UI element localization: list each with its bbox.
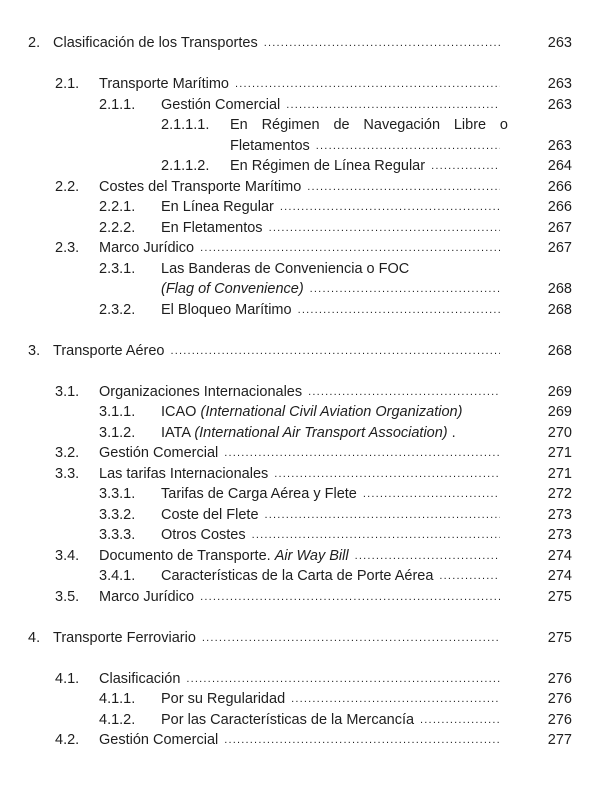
title-part: Gestión Comercial [161,96,281,113]
section-title [161,218,263,239]
section-title [99,546,349,567]
title-part: Gestión Comercial [99,445,219,461]
toc-entry [0,74,600,95]
entry-body [99,464,500,485]
section-spacer [0,607,600,628]
dot-leader [308,382,500,403]
section-title [161,484,357,505]
title-part: ICAO [161,404,201,420]
dot-leader [298,300,500,321]
entry-body [230,156,500,177]
toc-entry [0,259,600,280]
section-number: 2.1.1.1. [161,117,210,133]
section-number: 2.3.2. [99,301,136,318]
section-title [161,423,456,444]
section-title [53,628,196,649]
title-part: En Línea Regular [161,199,274,215]
title-part: Por su Regularidad [161,691,286,707]
dot-leader [224,443,500,464]
dot-leader [291,689,500,710]
section-title [99,177,301,198]
section-title [53,341,165,362]
page-number: 268 [547,301,572,318]
entry-body [161,689,500,710]
entry-body [161,710,500,731]
title-part: Transporte Aéreo [53,342,165,359]
title-part: Costes del Transporte Marítimo [99,178,302,195]
toc-entry [0,115,600,136]
dot-leader [316,136,500,157]
entry-body [99,238,500,259]
section-title [99,443,218,464]
dot-leader [286,95,500,116]
page-number: 263 [547,35,572,51]
page-number: 273 [547,527,572,543]
title-part: Coste del Flete [161,506,259,523]
section-number: 3.4. [55,547,80,564]
toc-entry [0,197,600,218]
entry-body [161,402,500,423]
toc-entry [0,238,600,259]
title-part: Transporte Ferroviario [53,629,196,646]
entry-body [99,177,500,198]
section-title [99,730,218,751]
entry-body [53,341,500,362]
section-title [230,115,508,136]
dot-leader [235,74,500,95]
page-number: 271 [547,445,572,461]
page-number: 263 [547,76,572,92]
section-number: 3.3.2. [99,506,136,523]
toc-entry [0,484,600,505]
page-number: 276 [547,711,572,728]
section-number: 2.1.1.2. [161,158,210,174]
toc-entry [0,156,600,177]
title-part: Las Banderas de Conveniencia o FOC [161,260,410,277]
toc-entry [0,177,600,198]
section-number: 2.3.1. [99,260,136,277]
entry-body [161,566,500,587]
entry-body [161,259,500,280]
entry-body [161,423,500,444]
toc-entry [0,710,600,731]
title-part: Marco Jurídico [99,588,195,605]
page-number: 269 [547,383,572,400]
section-title [161,95,280,116]
section-number: 3.3.3. [99,527,136,543]
entry-body [99,587,500,608]
dot-leader [355,546,500,567]
page-number: 274 [547,547,572,564]
title-part: Organizaciones Internacionales [99,383,303,400]
title-part: Transporte Marítimo [99,76,229,92]
section-spacer [0,361,600,382]
section-number: 3.1. [55,383,80,400]
page-number: 270 [547,424,572,441]
title-part: Fletamentos [230,137,310,154]
entry-body [161,300,500,321]
title-part: Clasificación [99,670,181,687]
entry-body [161,505,500,526]
section-title [161,300,292,321]
section-title [99,587,194,608]
section-title [161,259,409,280]
section-title [99,669,180,690]
toc-entry [0,382,600,403]
dot-leader [307,177,500,198]
toc-entry [0,300,600,321]
page-number: 276 [547,691,572,707]
dot-leader [200,587,500,608]
section-title [161,279,304,300]
section-number: 2. [28,35,41,51]
entry-body [53,628,500,649]
entry-body [161,484,500,505]
section-number: 2.2.2. [99,219,136,236]
dot-leader [420,710,500,731]
dot-leader [224,730,500,751]
section-title [161,710,414,731]
toc-entry-continuation [0,279,600,300]
page-number: 266 [547,199,572,215]
entry-body [161,218,500,239]
page-number: 275 [547,629,572,646]
title-part: IATA [161,424,195,441]
section-title [99,74,229,95]
section-number: 3.2. [55,445,80,461]
page-number: 273 [547,506,572,523]
section-title [161,689,285,710]
page-number: 274 [547,568,572,584]
entry-body [53,33,500,54]
dot-leader [280,197,500,218]
section-spacer [0,648,600,669]
entry-body [99,546,500,567]
dot-leader [252,525,500,546]
toc-entry [0,402,600,423]
page-number: 276 [547,670,572,687]
italic-title-part: (International Air Transport Association) [194,424,448,441]
page-number: 275 [547,588,572,605]
section-number: 3. [28,342,41,359]
page-number: 263 [547,137,572,154]
section-number: 4.1.1. [99,691,136,707]
section-title [161,402,462,423]
toc-entry [0,587,600,608]
entry-body [99,443,500,464]
page-number: 267 [547,240,572,256]
dot-leader [439,566,500,587]
dot-leader [431,156,500,177]
section-title [161,566,433,587]
toc-entry [0,341,600,362]
title-part: . [447,424,456,441]
toc-entry [0,464,600,485]
section-number: 4.1. [55,670,80,687]
entry-body [230,136,500,157]
dot-leader [171,341,501,362]
toc-entry [0,566,600,587]
title-part: El Bloqueo Marítimo [161,301,292,318]
section-number: 3.1.1. [99,404,136,420]
toc-entry [0,669,600,690]
entry-body [161,197,500,218]
section-number: 3.5. [55,588,80,605]
dot-leader [265,505,500,526]
page-number: 267 [547,219,572,236]
title-part: Características de la Carta de Porte Aérea [161,568,434,584]
toc-entry [0,95,600,116]
section-title [161,197,274,218]
toc-entry [0,443,600,464]
section-number: 3.3. [55,465,80,482]
page-number: 268 [547,281,572,297]
title-part: En Fletamentos [161,219,263,236]
page-number: 268 [547,342,572,359]
italic-title-part: Air Way Bill [274,547,349,564]
page-number: 263 [547,96,572,113]
page-number: 277 [547,732,572,748]
section-number: 3.4.1. [99,568,136,584]
title-part: En Régimen de Navegación Libre o [230,117,508,133]
section-number: 2.1.1. [99,96,136,113]
title-part: Clasificación de los Transportes [53,35,258,51]
dot-leader [310,279,500,300]
toc-entry [0,525,600,546]
title-part: Por las Características de la Mercancía [161,711,415,728]
dot-leader [200,238,500,259]
section-number: 3.1.2. [99,424,136,441]
table-of-contents [0,33,600,751]
entry-body [99,669,500,690]
toc-entry [0,730,600,751]
entry-body [99,382,500,403]
section-spacer [0,54,600,75]
toc-entry [0,689,600,710]
italic-title-part: (Flag of Convenience) [161,281,304,297]
page-number: 271 [547,465,572,482]
title-part: Documento de Transporte. [99,547,275,564]
toc-entry [0,546,600,567]
section-title [161,525,246,546]
title-part: Otros Costes [161,527,246,543]
dot-leader [264,33,500,54]
entry-body [161,525,500,546]
entry-body [230,115,508,136]
title-part: Tarifas de Carga Aérea y Flete [161,486,357,502]
italic-title-part: (International Civil Aviation Organization) [200,404,463,420]
toc-entry [0,628,600,649]
section-title [230,156,425,177]
dot-leader [186,669,500,690]
section-number: 4.2. [55,732,80,748]
toc-entry [0,423,600,444]
section-number: 2.2.1. [99,199,136,215]
section-number: 2.1. [55,76,80,92]
section-number: 4. [28,629,41,646]
dot-leader [202,628,500,649]
section-title [99,382,302,403]
page-number: 269 [547,404,572,420]
page-number: 272 [547,486,572,502]
page-number: 266 [547,178,572,195]
toc-entry [0,505,600,526]
dot-leader [363,484,500,505]
title-part: Las tarifas Internacionales [99,465,269,482]
title-part: Marco Jurídico [99,240,195,256]
title-part: Gestión Comercial [99,732,219,748]
dot-leader [274,464,500,485]
section-title [53,33,258,54]
entry-body [161,95,500,116]
section-number: 4.1.2. [99,711,136,728]
section-number: 3.3.1. [99,486,136,502]
dot-leader [269,218,500,239]
title-part: En Régimen de Línea Regular [230,158,426,174]
section-spacer [0,320,600,341]
section-number: 2.3. [55,240,80,256]
toc-entry [0,33,600,54]
entry-body [99,730,500,751]
entry-body [161,279,500,300]
section-number: 2.2. [55,178,80,195]
entry-body [99,74,500,95]
section-title [99,238,194,259]
toc-entry [0,218,600,239]
section-title [161,505,259,526]
toc-entry-continuation [0,136,600,157]
page-number: 264 [547,158,572,174]
section-title [99,464,268,485]
section-title [230,136,310,157]
